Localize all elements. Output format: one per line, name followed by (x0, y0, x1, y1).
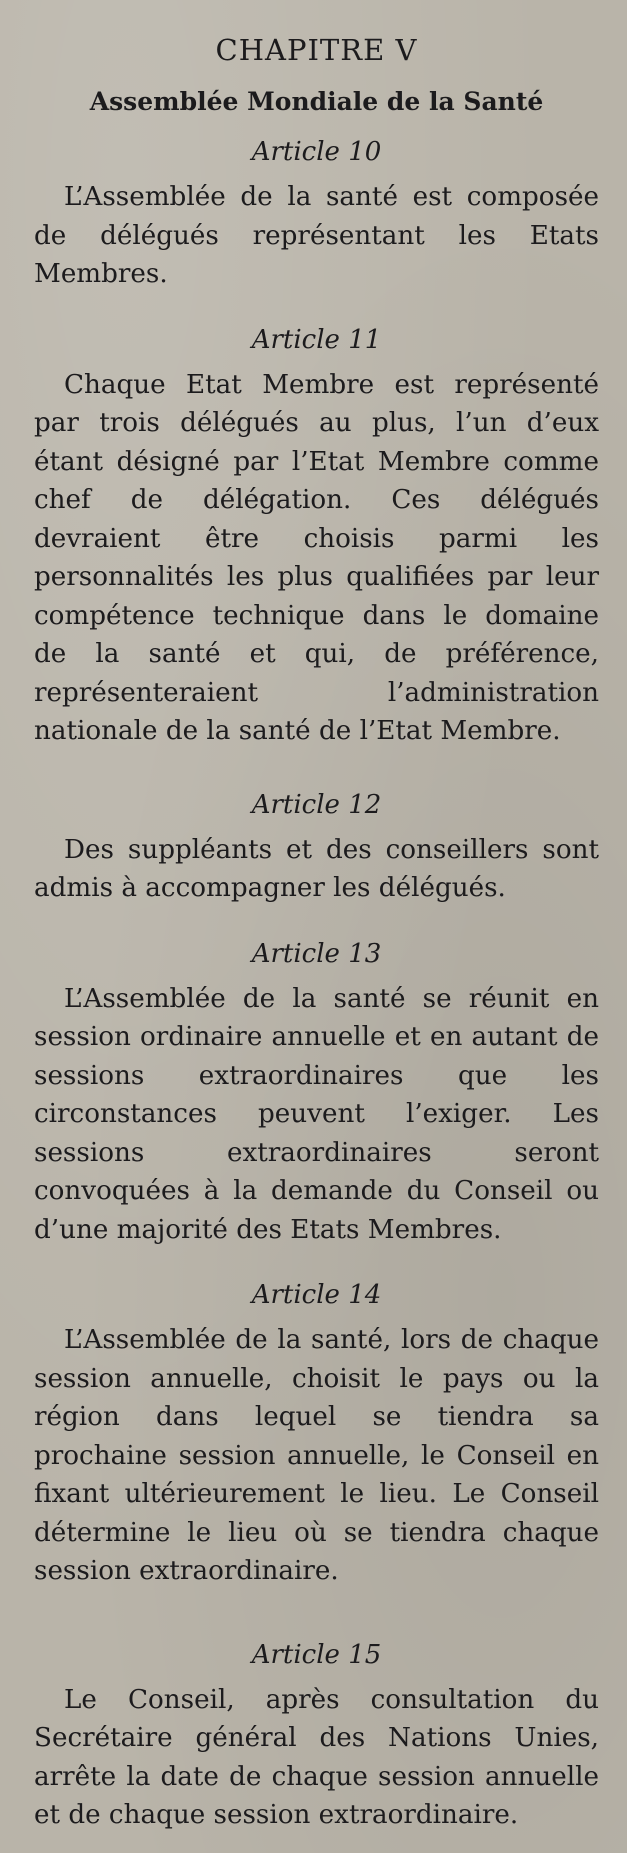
article-heading: Article 14 (251, 1280, 382, 1310)
article-15 (34, 1635, 599, 1835)
chapter-heading: CHAPITRE V (215, 33, 418, 67)
article-text: Des suppléants et des conseillers sont admis à accompagner les délégués. (34, 834, 599, 903)
article-text: L’Assemblée de la santé se réunit en session ordinaire annuelle et en autant de sessions extraordinaires que les circonstances peuvent l’exiger. Les sessions extraordinaires seront convoquées à la demande du Conseil ou d’une majorité des Etats Membres. (34, 983, 599, 1245)
article-heading: Article 15 (251, 1639, 382, 1670)
article-11 (34, 320, 599, 751)
article-10 (34, 132, 599, 294)
article-text: L’Assemblée de la santé, lors de chaque session annuelle, choisit le pays ou la région dans lequel se tiendra sa prochaine session annuelle, le Conseil en fixant ultérieurement le lieu. Le Conseil détermine le lieu où se tiendra chaque session extraordinaire. (34, 1325, 599, 1586)
article-heading: Article 13 (251, 938, 382, 969)
article-14 (34, 1275, 599, 1591)
article-text: L’Assemblée de la santé est composée de délégués représentant les Etats Membres. (34, 182, 599, 289)
article-text: Chaque Etat Membre est représenté par trois délégués au plus, l’un d’eux étant désigné par l’Etat Membre comme chef de délégation. Ces délégués devraient être choisis parmi les personnalités les plus qualifiées par leur compétence technique dans le domaine de la santé et qui, de préférence, représenteraient l’administration nationale de la santé de l’Etat Membre. (34, 369, 599, 746)
article-heading: Article 12 (251, 789, 382, 820)
section-title: Assemblée Mondiale de la Santé (89, 87, 544, 116)
article-heading: Article 10 (251, 137, 382, 167)
article-heading: Article 11 (251, 324, 382, 355)
article-13 (34, 934, 599, 1250)
article-12 (34, 785, 599, 908)
article-text: Le Conseil, après consultation du Secrétaire général des Nations Unies, arrête la date de chaque session annuelle et de chaque session extraordinaire. (34, 1684, 599, 1830)
